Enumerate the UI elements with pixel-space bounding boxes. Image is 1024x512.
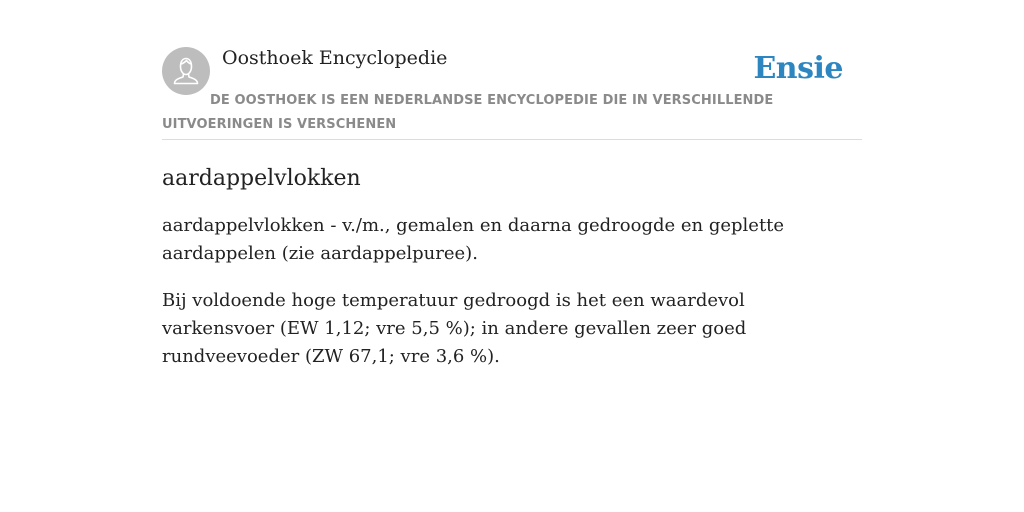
ensie-logo-link[interactable]: Ensie bbox=[753, 51, 843, 86]
avatar[interactable] bbox=[162, 47, 210, 95]
entry-paragraph-usage: Bij voldoende hoge temperatuur gedroogd is het een waardevol varkensvoer (EW 1,12; vre 5,5 %); in andere gevallen zeer goed rundveevoeder (ZW 67,1; vre 3,6 %). bbox=[162, 290, 747, 367]
user-silhouette-icon bbox=[162, 47, 210, 95]
entry-title: aardappelvlokken bbox=[162, 166, 361, 191]
entry-paragraph-definition: aardappelvlokken - v./m., gemalen en daarna gedroogde en geplette aardappelen (zie aardappelpuree). bbox=[162, 215, 785, 264]
entry-body bbox=[162, 212, 862, 371]
source-title[interactable]: Oosthoek Encyclopedie bbox=[222, 47, 448, 69]
source-header bbox=[162, 0, 862, 140]
source-description: DE OOSTHOEK IS EEN NEDERLANDSE ENCYCLOPEDIE DIE IN VERSCHILLENDE UITVOERINGEN IS VERSCHENEN bbox=[162, 93, 774, 132]
content-container bbox=[162, 0, 862, 371]
